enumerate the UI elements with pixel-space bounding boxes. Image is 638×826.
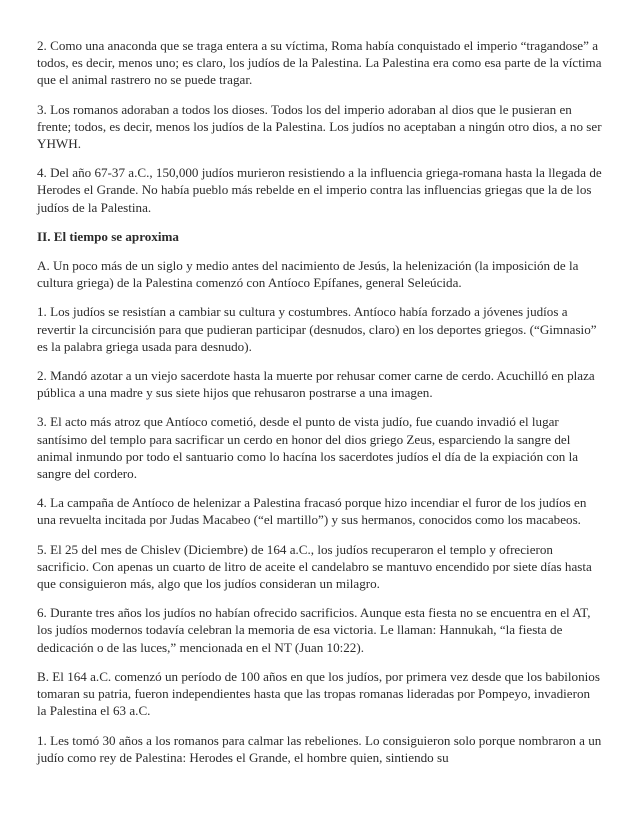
paragraph-romanos-dioses: 3. Los romanos adoraban a todos los dioses. Todos los del imperio adoraban al dios que le pusieran en frente; todos, es decir, menos los judíos de la Palestina. Los judíos no aceptaban a ningún otro dios, a no ser YHWH. <box>37 101 602 152</box>
section-heading: II. El tiempo se aproxima <box>37 228 179 244</box>
paragraph-macabeos: 4. La campaña de Antíoco de helenizar a Palestina fracasó porque hizo incendiar el furor de los judíos en una revuelta incitada por Judas Macabeo (“el martillo”) y sus hermanos, conocidos como los macabeos. <box>37 495 587 528</box>
paragraph-circuncision: 1. Los judíos se resistían a cambiar su cultura y costumbres. Antíoco había forzado a jóvenes judíos a revertir la circuncisión para que pudieran participar (desnudos, claro) en los deportes griegos. (“Gimnasio” es la palabra griega usada para desnudo). <box>37 304 597 354</box>
paragraph-herodes: 1. Les tomó 30 años a los romanos para calmar las rebeliones. Lo consiguieron solo porque nombraron a un judío como rey de Palestina: Herodes el Grande, el hombre quien, sintiendo su <box>37 732 602 765</box>
paragraph-sacerdote: 2. Mandó azotar a un viejo sacerdote hasta la muerte por rehusar comer carne de cerdo. Acuchilló en plaza pública a una madre y sus siete hijos que rehusaron postrarse a una imagen. <box>37 368 595 401</box>
paragraph-independencia: B. El 164 a.C. comenzó un período de 100 años en que los judíos, por primera vez desde que los babilonios tomaran su patria, fueron independientes hasta que las tropas romanas lideradas por Pompeyo, invadieron la Palestina el 63 a.C. <box>37 668 600 719</box>
paragraph-chislev: 5. El 25 del mes de Chislev (Diciembre) de 164 a.C., los judíos recuperaron el templo y ofrecieron sacrificio. Con apenas un cuarto de litro de aceite el candelabro se mantuvo encendido por siete días hasta que consiguieron más, algo que los judíos consideran un milagro. <box>37 541 592 592</box>
paragraph-helenizacion: A. Un poco más de un siglo y medio antes del nacimiento de Jesús, la helenización (la imposición de la cultura griega) de la Palestina comenzó con Antíoco Epífanes, general Seleúcida. <box>37 258 579 291</box>
paragraph-hannukah: 6. Durante tres años los judíos no habían ofrecido sacrificios. Aunque esta fiesta no se encuentra en el AT, los judíos modernos todavía celebran la memoria de esa victoria. Le llaman: Hannukah, “la fiesta de dedicación o de las luces,” mencionada en el NT (Juan 10:22). <box>37 605 591 655</box>
paragraph-roma-anaconda: 2. Como una anaconda que se traga entera a su víctima, Roma había conquistado el imperio “tragandose” a todos, es decir, menos uno; es claro, los judíos de la Palestina. La Palestina era como esa parte de la víctima que el animal rastrero no se puede tragar. <box>37 38 602 88</box>
paragraph-judios-murieron: 4. Del año 67-37 a.C., 150,000 judíos murieron resistiendo a la influencia griega-romana hasta la llegada de Herodes el Grande. No había pueblo más rebelde en el imperio contra las influencias griegas que la de los judíos de la Palestina. <box>37 165 602 215</box>
paragraph-acto-atroz: 3. El acto más atroz que Antíoco cometió, desde el punto de vista judío, fue cuando invadió el lugar santísimo del templo para sacrificar un cerdo en honor del dios griego Zeus, esparciendo la sangre del animal inmundo por todo el santuario como lo hacína los sacerdotes judíos el día de la expiación con la sangre del cordero. <box>37 414 579 482</box>
